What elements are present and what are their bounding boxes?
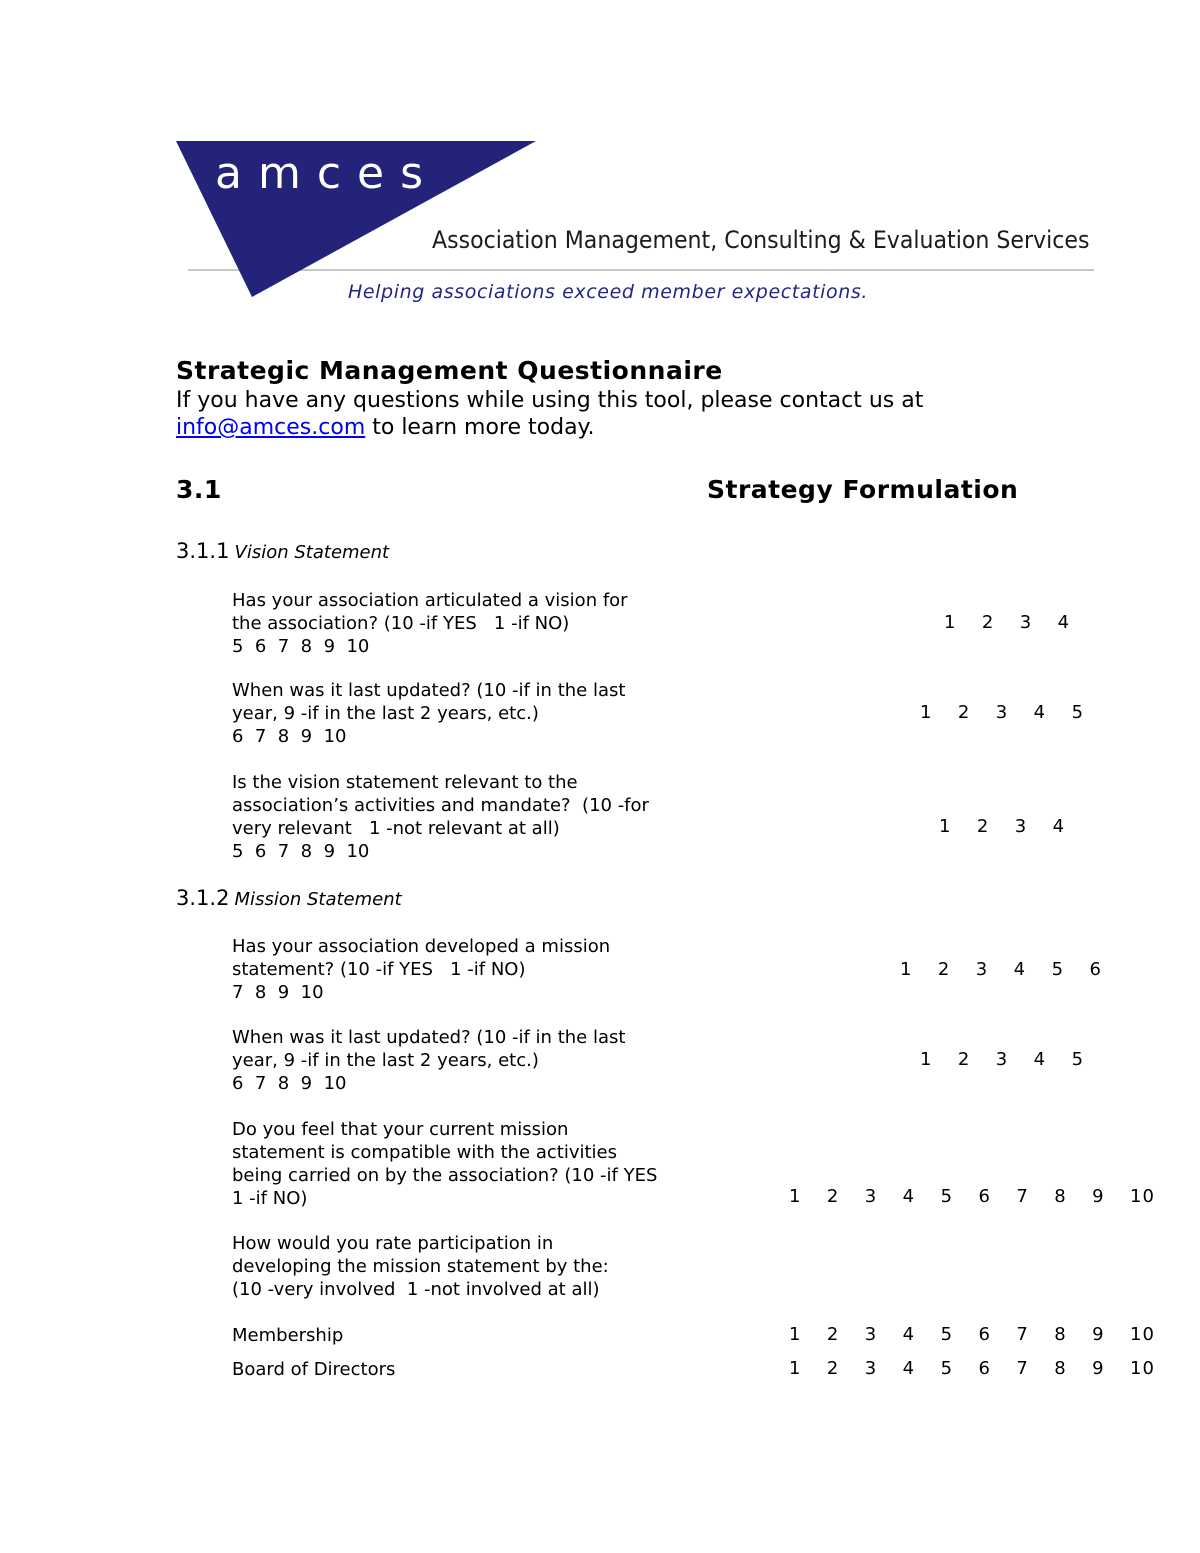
rated-item-label: Membership bbox=[232, 1325, 344, 1346]
question-text: When was it last updated? (10 -if in the last year, 9 -if in the last 2 years, etc.) 6 7 8 9 10 bbox=[232, 1027, 626, 1094]
page-title: Strategic Management Questionnaire bbox=[176, 356, 723, 385]
rating-scale[interactable]: 1 2 3 4 5 6 7 8 9 10 bbox=[789, 1358, 1155, 1379]
rating-scale[interactable]: 1 2 3 4 5 6 7 8 9 10 bbox=[789, 1186, 1155, 1207]
subsection-number: 3.1.1 bbox=[176, 539, 230, 563]
subsection-number: 3.1.2 bbox=[176, 886, 230, 910]
question-text: Has your association articulated a vision for the association? (10 -if YES 1 -if NO) 5 6 7 8 9 10 bbox=[232, 590, 628, 657]
logo-tagline: Helping associations exceed member expectations. bbox=[348, 281, 869, 303]
intro-line-2 bbox=[176, 415, 594, 440]
question-text: Do you feel that your current mission statement is compatible with the activities being carried on by the association? (10 -if YES 1 -if NO) bbox=[232, 1119, 658, 1209]
question-text: When was it last updated? (10 -if in the last year, 9 -if in the last 2 years, etc.) 6 7 8 9 10 bbox=[232, 680, 626, 747]
intro-line-2-text: to learn more today. bbox=[365, 415, 595, 440]
section-title: Strategy Formulation bbox=[707, 475, 1019, 504]
rated-item-label: Board of Directors bbox=[232, 1359, 396, 1380]
section-number: 3.1 bbox=[176, 475, 222, 504]
question-text: How would you rate participation in developing the mission statement by the: (10 -very involved 1 -not involved at all) bbox=[232, 1233, 609, 1300]
rating-scale[interactable]: 1 2 3 4 bbox=[939, 816, 1066, 837]
contact-email-link[interactable]: info@amces.com bbox=[176, 415, 366, 440]
logo-full-name: Association Management, Consulting & Evaluation Services bbox=[432, 226, 1090, 254]
subsection-heading bbox=[176, 886, 402, 910]
question-text: Has your association developed a mission statement? (10 -if YES 1 -if NO) 7 8 9 10 bbox=[232, 936, 611, 1003]
subsection-title: Mission Statement bbox=[234, 889, 402, 910]
rating-scale[interactable]: 1 2 3 4 5 bbox=[920, 1049, 1085, 1070]
question-text: Is the vision statement relevant to the association’s activities and mandate? (10 -for very relevant 1 -not relevant at all) 5 6 7 8 9 10 bbox=[232, 772, 649, 862]
rating-scale[interactable]: 1 2 3 4 5 6 7 8 9 10 bbox=[789, 1324, 1155, 1345]
rating-scale[interactable]: 1 2 3 4 5 6 bbox=[900, 959, 1102, 980]
rating-scale[interactable]: 1 2 3 4 bbox=[944, 612, 1071, 633]
subsection-heading bbox=[176, 539, 389, 563]
rating-scale[interactable]: 1 2 3 4 5 bbox=[920, 702, 1085, 723]
intro-line-1: If you have any questions while using this tool, please contact us at bbox=[176, 388, 924, 413]
logo-wordmark: amces bbox=[215, 148, 440, 199]
subsection-title: Vision Statement bbox=[234, 542, 390, 563]
